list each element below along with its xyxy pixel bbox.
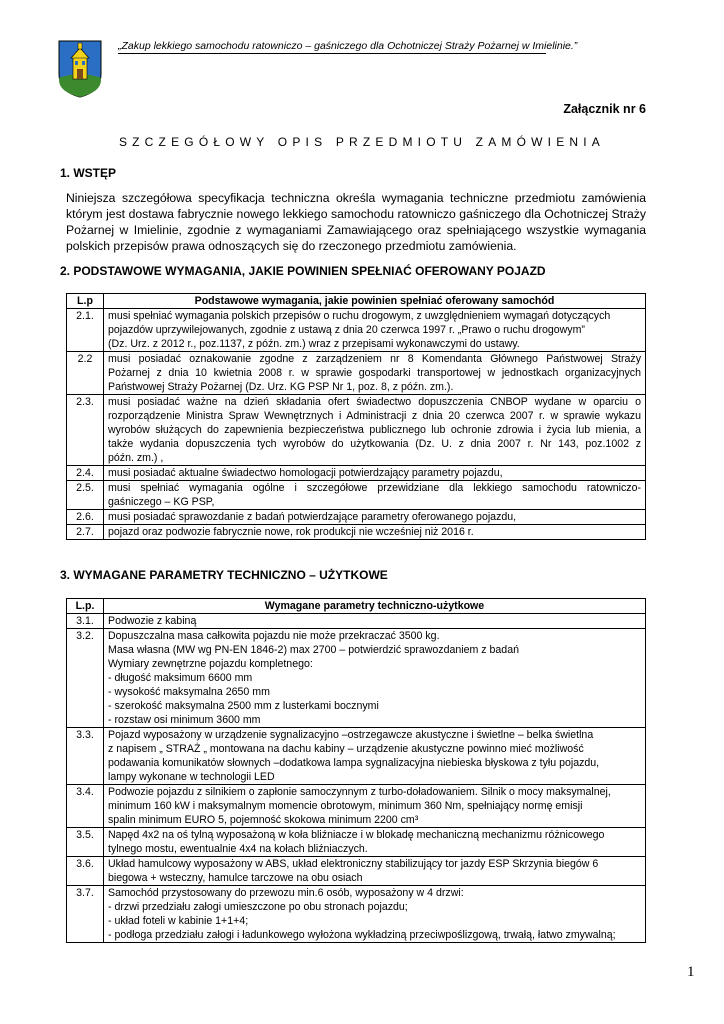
row-line: musi posiadać ważne na dzień składania ofert świadectwo dopuszczenia CNBOP wydane w oparciu o	[108, 396, 641, 408]
intro-line: którym jest dostawa fabrycznie nowego lekkiego samochodu ratowniczo gaśniczego dla Ochotniczej Straży	[66, 207, 646, 221]
table-row	[67, 886, 646, 943]
table-row	[67, 395, 646, 466]
row-line: - szerokość maksymalna 2500 mm z lusterkami bocznymi	[108, 700, 379, 712]
row-number: 3.4.	[67, 785, 104, 828]
row-line: Pożarnej z dnia 10 kwietnia 2008 r. w sprawie gospodarki transportowej w jednostkach organizacyjnych	[108, 367, 641, 379]
section3-heading: 3. WYMAGANE PARAMETRY TECHNICZNO – UŻYTKOWE	[60, 568, 388, 582]
table-header-row	[67, 294, 646, 309]
document-title: SZCZEGÓŁOWY OPIS PRZEDMIOTU ZAMÓWIENIA	[118, 135, 606, 149]
row-description	[104, 510, 646, 525]
row-number: 2.5.	[67, 481, 104, 510]
row-line: z napisem „ STRAŻ „ montowana na dachu kabiny – urządzenie akustyczne powinno mieć możliwość	[108, 743, 584, 755]
table-row	[67, 629, 646, 728]
row-line: pojazd oraz podwozie fabrycznie nowe, rok produkcji nie wcześniej niż 2016 r.	[108, 526, 474, 538]
header-title: „Zakup lekkiego samochodu ratowniczo – gaśniczego dla Ochotniczej Straży Pożarnej w Imielinie.”	[118, 40, 578, 52]
section1-heading: 1. WSTĘP	[60, 166, 117, 180]
column-header-requirements: Podstawowe wymagania, jakie powinien spełniać oferowany samochód	[104, 294, 646, 309]
row-line: - podłoga przedziału załogi i ładunkowego wyłożona wykładziną przeciwpoślizgową, trwałą, łatwo zmywalną;	[108, 929, 616, 941]
row-line: musi posiadać aktualne świadectwo homologacji potwierdzający parametry pojazdu,	[108, 467, 503, 479]
row-line: rozporządzenie Ministra Spraw Wewnętrznych i Administracji z dnia 20 czerwca 2007 r. w sprawie wykazu	[108, 410, 641, 422]
row-description	[104, 466, 646, 481]
row-line: Układ hamulcowy wyposażony w ABS, układ elektroniczny stabilizujący tor jazdy ESP Skrzynia biegów 6	[108, 858, 599, 870]
row-line: (Dz. Urz. z 2012 r., poz.1137, z późn. zm.) wraz z przepisami wykonawczymi do ustawy.	[108, 338, 520, 350]
row-line: tylnego mostu, ewentualnie 4x4 na kołach bliźniaczych.	[108, 843, 368, 855]
row-line: - układ foteli w kabinie 1+1+4;	[108, 915, 249, 927]
column-header-parameters: Wymagane parametry techniczno-użytkowe	[104, 599, 646, 614]
table-row	[67, 525, 646, 540]
table-row	[67, 481, 646, 510]
row-number: 2.1.	[67, 309, 104, 352]
row-line: Masa własna (MW wg PN-EN 1846-2) max 2700 – potwierdzić sprawozdaniem z badań	[108, 644, 519, 656]
table-row	[67, 614, 646, 629]
row-line: Wymiary zewnętrzne pojazdu kompletnego:	[108, 658, 313, 670]
row-description	[104, 352, 646, 395]
row-number: 3.1.	[67, 614, 104, 629]
table-row	[67, 510, 646, 525]
table-row	[67, 785, 646, 828]
table-row	[67, 857, 646, 886]
row-line: gaśniczego – KG PSP,	[108, 496, 215, 508]
column-header-lp: L.p	[67, 294, 104, 309]
intro-line: polskich przepisów prawa odnoszących się do rzeczonego przedmiotu zamówienia.	[66, 239, 517, 253]
row-line: biegowa + wsteczny, hamulce tarczowe na obu osiach	[108, 872, 363, 884]
row-number: 2.3.	[67, 395, 104, 466]
intro-line: Pożarnej w Imielinie, zgodnie z wymaganiami Zamawiającego oraz spełniającego wszystkie wymagania	[66, 223, 646, 237]
row-number: 3.2.	[67, 629, 104, 728]
row-number: 3.7.	[67, 886, 104, 943]
row-number: 3.3.	[67, 728, 104, 785]
row-line: pojazdów uprzywilejowanych, zgodnie z ustawą z dnia 20 czerwca 1997 r. „Prawo o ruchu drogowym”	[108, 324, 585, 336]
section2-heading: 2. PODSTAWOWE WYMAGANIA, JAKIE POWINIEN SPEŁNIAĆ OFEROWANY POJAZD	[60, 264, 546, 278]
row-line: minimum 160 kW i maksymalnym momencie obrotowym, minimum 360 Nm, spełniający normę emisji	[108, 800, 583, 812]
annex-label: Załącznik nr 6	[563, 102, 646, 116]
table-body	[67, 614, 646, 943]
technical-parameters-table	[66, 598, 646, 943]
table-row	[67, 309, 646, 352]
row-line: - wysokość maksymalna 2650 mm	[108, 686, 270, 698]
row-description	[104, 728, 646, 785]
row-line: - długość maksimum 6600 mm	[108, 672, 253, 684]
row-number: 2.4.	[67, 466, 104, 481]
row-description	[104, 828, 646, 857]
row-description	[104, 525, 646, 540]
basic-requirements-table	[66, 293, 646, 540]
row-number: 3.6.	[67, 857, 104, 886]
row-line: także wydania dopuszczenia tych wyrobów do użytkowania (Dz. U. z dnia 2007 r. Nr 143, poz.1002 z	[108, 438, 641, 450]
row-number: 2.6.	[67, 510, 104, 525]
row-description	[104, 481, 646, 510]
column-header-lp: L.p.	[67, 599, 104, 614]
table-body	[67, 309, 646, 540]
header-divider	[118, 53, 546, 54]
row-line: Samochód przystosowany do przewozu min.6 osób, wyposażony w 4 drzwi:	[108, 887, 464, 899]
row-line: Państwowej Straży Pożarnej (Dz. Urz. KG PSP Nr 1, poz. 8, z późn. zm.).	[108, 381, 454, 393]
row-line: późn. zm.) ,	[108, 452, 164, 464]
row-line: - drzwi przedziału załogi umieszczone po obu stronach pojazdu;	[108, 901, 408, 913]
row-line: Pojazd wyposażony w urządzenie sygnalizacyjno –ostrzegawcze akustyczne i świetlne – belka świetlna	[108, 729, 594, 741]
row-line: Dopuszczalna masa całkowita pojazdu nie może przekraczać 3500 kg.	[108, 630, 440, 642]
row-description	[104, 395, 646, 466]
intro-line: Niniejsza szczegółowa specyfikacja techniczna określa wymagania techniczne przedmiotu zamówienia	[66, 191, 646, 205]
row-description	[104, 857, 646, 886]
page-number: 1	[687, 964, 695, 980]
row-line: - rozstaw osi minimum 3600 mm	[108, 714, 261, 726]
table-header-row	[67, 599, 646, 614]
row-description	[104, 309, 646, 352]
row-line: Napęd 4x2 na oś tylną wyposażoną w koła bliźniacze i w blokadę mechaniczną mechanizmu różnicowego	[108, 829, 605, 841]
table-row	[67, 352, 646, 395]
intro-paragraph	[66, 190, 646, 254]
row-line: podawania komunikatów słownych –dodatkowa lampa sygnalizacyjna niebieska błyskowa z tyłu pojazdu,	[108, 757, 600, 769]
row-description	[104, 614, 646, 629]
row-number: 2.2	[67, 352, 104, 395]
row-line: musi spełniać wymagania polskich przepisów o ruchu drogowym, z uwzględnieniem wymagań dotyczących	[108, 310, 611, 322]
row-description	[104, 886, 646, 943]
row-line: musi posiadać oznakowanie zgodne z zarządzeniem nr 8 Komendanta Głównego Państwowej Straży	[108, 353, 641, 365]
row-line: musi posiadać sprawozdanie z badań potwierdzające parametry oferowanego pojazdu,	[108, 511, 517, 523]
town-crest-logo	[58, 40, 102, 98]
row-number: 2.7.	[67, 525, 104, 540]
table-row	[67, 728, 646, 785]
row-line: wyrobów służących do zapewnienia bezpieczeństwa publicznego lub ochronie zdrowia i życia lub mienia, a	[108, 424, 641, 436]
row-line: Podwozie z kabiną	[108, 615, 197, 627]
row-line: lampy wykonane w technologii LED	[108, 771, 275, 783]
row-description	[104, 629, 646, 728]
row-description	[104, 785, 646, 828]
row-line: musi spełniać wymagania ogólne i szczegółowe przewidziane dla lekkiego samochodu ratowniczo-	[108, 482, 641, 494]
table-row	[67, 466, 646, 481]
table-row	[67, 828, 646, 857]
row-line: spalin minimum EURO 5, pojemność skokowa minimum 2200 cm³	[108, 814, 419, 826]
row-line: Podwozie pojazdu z silnikiem o zapłonie samoczynnym z turbo-doładowaniem. Silnik o mocy maksymalnej,	[108, 786, 611, 798]
row-number: 3.5.	[67, 828, 104, 857]
